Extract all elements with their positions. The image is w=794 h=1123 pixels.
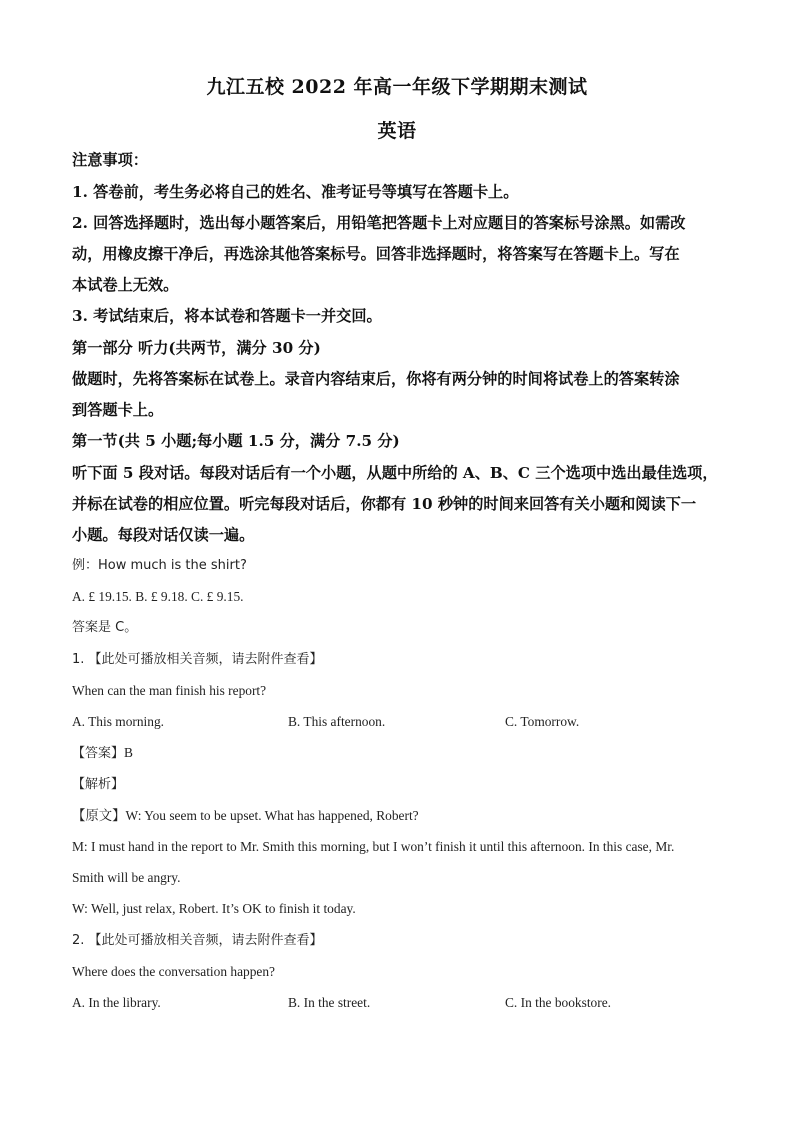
q1-transcript-line-1: 【原文】W: You seem to be upset. What has happened, Robert? — [72, 808, 419, 823]
section-1-line-2: 并标在试卷的相应位置。听完每段对话后，你都有 10 秒钟的时间来回答有关小题和阅读下一 — [72, 495, 697, 513]
notice-item-1: 1. 答卷前，考生务必将自己的姓名、准考证号等填写在答题卡上。 — [72, 183, 519, 201]
notice-item-2-line-3: 本试卷上无效。 — [72, 276, 179, 294]
q1-option-a: A. This morning. — [72, 714, 165, 729]
q1-transcript-line-3: Smith will be angry. — [72, 870, 181, 885]
q2-option-b: B. In the street. — [288, 995, 371, 1010]
part-1-heading: 第一部分 听力(共两节，满分 30 分) — [72, 339, 321, 357]
q2-option-a: A. In the library. — [72, 995, 161, 1010]
section-1-line-3: 小题。每段对话仅读一遍。 — [72, 526, 255, 544]
subject-title: 英语 — [377, 120, 417, 142]
q1-transcript-line-2: M: I must hand in the report to Mr. Smith this morning, but I won’t finish it until this afternoon. In this case, Mr. — [72, 839, 675, 854]
q1-answer — [72, 744, 133, 763]
q1-option-b: B. This afternoon. — [288, 714, 386, 729]
q1-audio-prompt: 1. 【此处可播放相关音频，请去附件查看】 — [72, 652, 323, 667]
q1-analysis-label: 【解析】 — [72, 777, 125, 792]
q1-option-c: C. Tomorrow. — [505, 714, 580, 729]
q1-question: When can the man finish his report? — [72, 683, 267, 698]
example-answer: 答案是 C。 — [72, 620, 138, 635]
part-1-desc-line-1: 做题时，先将答案标在试卷上。录音内容结束后，你将有两分钟的时间将试卷上的答案转涂 — [72, 370, 680, 388]
notice-heading: 注意事项： — [72, 151, 148, 169]
part-1-desc-line-2: 到答题卡上。 — [72, 401, 164, 419]
section-1-line-1: 听下面 5 段对话。每段对话后有一个小题，从题中所给的 A、B、C 三个选项中选出最佳选项， — [72, 464, 718, 482]
section-1-heading: 第一节(共 5 小题;每小题 1.5 分，满分 7.5 分) — [72, 432, 400, 450]
q2-option-c: C. In the bookstore. — [505, 995, 611, 1010]
example-options: A. £ 19.15. B. £ 9.18. C. £ 9.15. — [72, 589, 244, 604]
notice-item-2-line-2: 动，用橡皮擦干净后，再选涂其他答案标号。回答非选择题时，将答案写在答题卡上。写在 — [72, 245, 680, 263]
q1-transcript-line-4: W: Well, just relax, Robert. It’s OK to finish it today. — [72, 901, 356, 916]
notice-item-2-line-1: 2. 回答选择题时，选出每小题答案后，用铅笔把答题卡上对应题目的答案标号涂黑。如需改 — [72, 214, 686, 232]
example-question: 例：How much is the shirt? — [72, 558, 247, 573]
q2-audio-prompt: 2. 【此处可播放相关音频，请去附件查看】 — [72, 933, 323, 948]
q1-answer-value: B — [124, 745, 133, 760]
exam-title: 九江五校 2022 年高一年级下学期期末测试 — [206, 76, 588, 98]
q1-answer-label: 【答案】 — [72, 746, 125, 761]
notice-item-3: 3. 考试结束后，将本试卷和答题卡一并交回。 — [72, 307, 382, 325]
q2-question: Where does the conversation happen? — [72, 964, 276, 979]
